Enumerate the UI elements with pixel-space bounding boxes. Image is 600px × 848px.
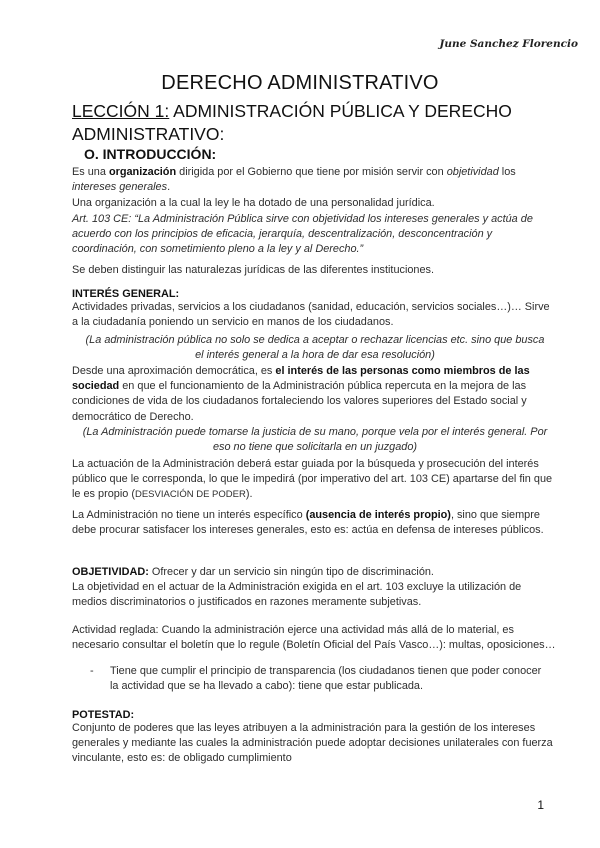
interes-note-1: (La administración pública no solo se dedica a aceptar o rechazar licencias etc. sino que busca el interés general a la hora de dar esa resolución): [85, 334, 545, 362]
interes-paragraph-3: La actuación de la Administración deberá estar guiada por la búsqueda y prosecución del interés público que le corresponda, lo que le impedirá (por imperativo del art. 103 CE) apartarse del fin que le es propio (DESVIACIÓN DE PODER).: [72, 458, 553, 501]
objetividad-heading: OBJETIVIDAD:: [72, 566, 149, 578]
lesson-label: LECCIÓN 1:: [72, 101, 170, 121]
interes-note-2: (La Administración puede tomarse la justicia de su mano, porque vela por el interés general. Por eso no tiene que solicitarla en un juzgado): [82, 426, 548, 454]
objetividad-paragraph-1: La objetividad en el actuar de la Administración exigida en el art. 103 excluye la utilización de medios discriminatorios o justificados en razones meramente subjetivas.: [72, 581, 522, 609]
objetividad-heading-line: OBJETIVIDAD: Ofrecer y dar un servicio sin ningún tipo de discriminación.: [72, 566, 434, 578]
intro-paragraph-1: Es una organización dirigida por el Gobierno que tiene por misión servir con objetividad los intereses generales.: [72, 166, 516, 194]
dash-bullet: -: [90, 665, 94, 677]
potestad-paragraph-1: Conjunto de poderes que las leyes atribuyen a la administración para la gestión de los intereses generales y mediante las cuales la administración puede adoptar decisiones unilaterales con fuerza vinculante, esto es: de obligado cumplimiento: [72, 722, 553, 765]
interes-general-heading: INTERÉS GENERAL:: [72, 288, 180, 300]
intro-paragraph-3: Se deben distinguir las naturalezas jurídicas de las diferentes instituciones.: [72, 264, 435, 276]
intro-paragraph-2: Una organización a la cual la ley le ha dotado de una personalidad jurídica.: [72, 197, 435, 209]
page-number: 1: [537, 798, 544, 812]
lesson-heading: [72, 100, 542, 146]
lesson-title: ADMINISTRACIÓN PÚBLICA Y DERECHO ADMINISTRATIVO:: [72, 101, 512, 144]
list-item: - Tiene que cumplir el principio de transparencia (los ciudadanos tienen que poder conocer la actividad que se ha llevado a cabo): tiene que estar publicada.: [90, 665, 542, 693]
section-heading-introduccion: O. INTRODUCCIÓN:: [84, 146, 217, 162]
interes-paragraph-1: Actividades privadas, servicios a los ciudadanos (sanidad, educación, servicios sociales…)… Sirve a la ciudadanía poniendo un servicio en manos de los ciudadanos.: [72, 301, 550, 329]
objetividad-paragraph-2: Actividad reglada: Cuando la administración ejerce una actividad más allá de lo material, es necesario consultar el boletín que lo regule (Boletín Oficial del País Vasco…): multas, oposiciones…: [72, 624, 556, 652]
potestad-heading: POTESTAD:: [72, 709, 135, 721]
author-signature: June Sanchez Florencio: [439, 38, 578, 50]
article-103-quote: Art. 103 CE: “La Administración Pública sirve con objetividad los intereses generales y actúa de acuerdo con los principios de eficacia, jerarquía, descentralización, desconcentración y coordinación, con sometimiento pleno a la ley y al Derecho.”: [72, 213, 533, 256]
document-title: DERECHO ADMINISTRATIVO: [161, 72, 439, 94]
interes-paragraph-4: La Administración no tiene un interés específico (ausencia de interés propio), sino que siempre debe procurar satisfacer los intereses generales, esto es: actúa en defensa de intereses públicos.: [72, 509, 544, 537]
interes-paragraph-2: Desde una aproximación democrática, es el interés de las personas como miembros de las sociedad en que el funcionamiento de la Administración pública repercuta en la mejora de las condiciones de vida de los ciudadanos fortaleciendo los valores superiores del Estado social y democrático de Derecho.: [72, 365, 530, 423]
